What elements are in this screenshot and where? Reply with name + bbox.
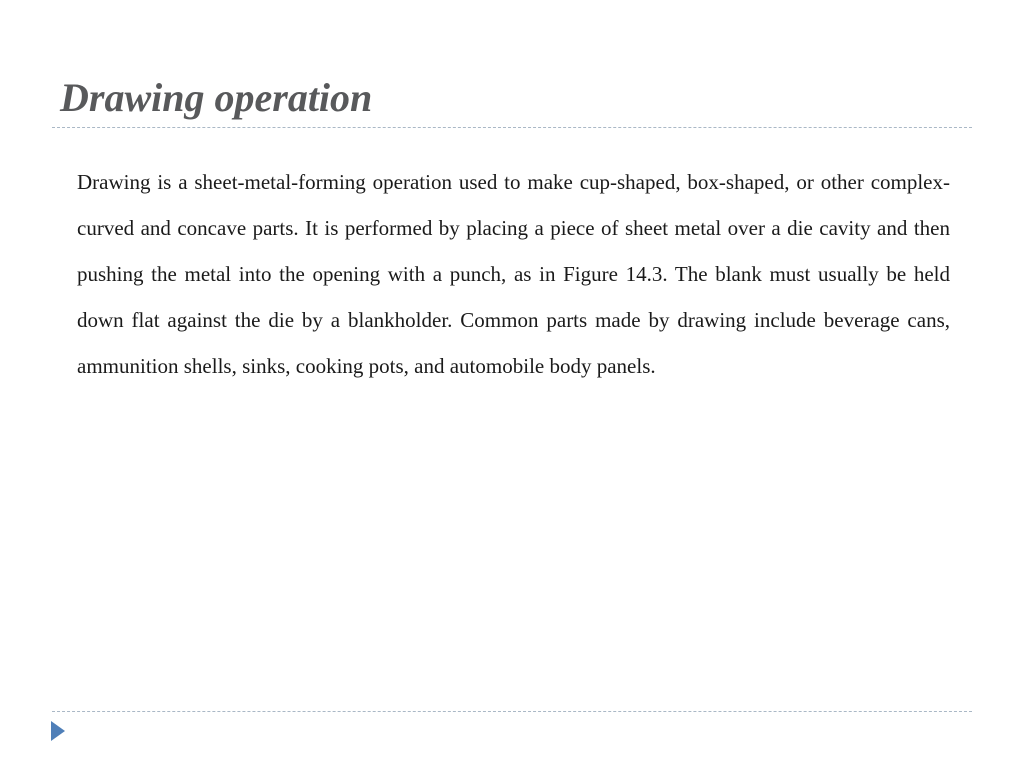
title-divider [52, 127, 972, 128]
slide-title: Drawing operation [60, 75, 373, 120]
footer-divider [52, 711, 972, 712]
slide-body-text: Drawing is a sheet-metal-forming operation used to make cup-shaped, box-shaped, or other complex-curved and concave parts. It is performed by placing a piece of sheet metal over a die cavity and then pushing the metal into the opening with a punch, as in Figure 14.3. The blank must usually be held down flat against the die by a blankholder. Common parts made by drawing include beverage cans, ammunition shells, sinks, cooking pots, and automobile body panels. [77, 170, 950, 378]
triangle-right-icon [51, 721, 65, 741]
